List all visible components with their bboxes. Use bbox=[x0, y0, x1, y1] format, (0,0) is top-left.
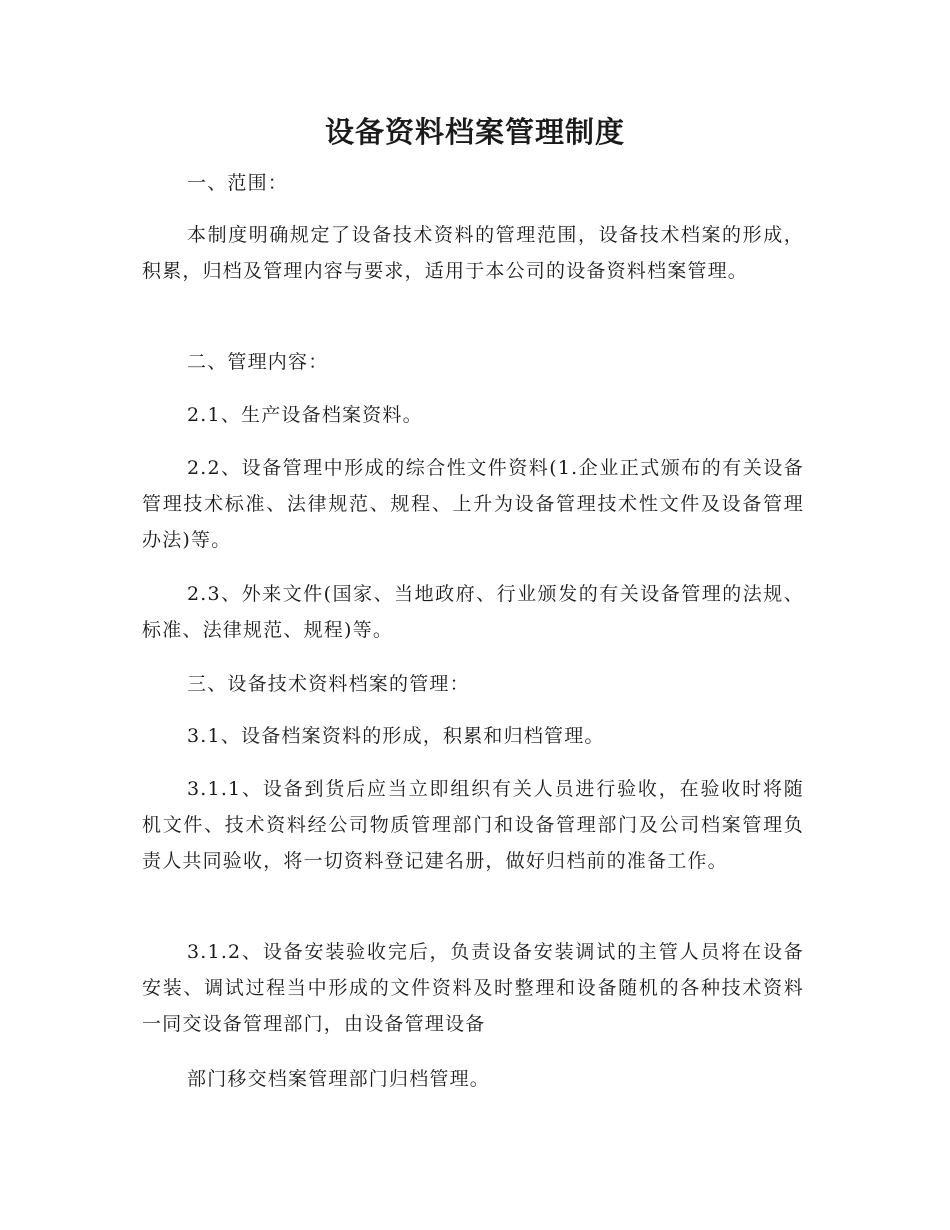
section-heading-content: 二、管理内容： bbox=[187, 351, 329, 373]
section-heading-management: 三、设备技术资料档案的管理： bbox=[187, 673, 470, 695]
paragraph-2-2: 2.2、设备管理中形成的综合性文件资料(1.企业正式颁布的有关设备管理技术标准、法律规范、规程、上升为设备管理技术性文件及设备管理办法)等。 bbox=[142, 457, 804, 551]
paragraph-2-1: 2.1、生产设备档案资料。 bbox=[187, 404, 423, 426]
paragraph-3-1-1: 3.1.1、设备到货后应当立即组织有关人员进行验收，在验收时将随机文件、技术资料经公司物质管理部门和设备管理部门及公司档案管理负责人共同验收，将一切资料登记建名册，做好归档前的准备工作。 bbox=[142, 778, 804, 872]
paragraph-2-3: 2.3、外来文件(国家、当地政府、行业颁发的有关设备管理的法规、标准、法律规范、规程)等。 bbox=[142, 583, 804, 641]
document-title: 设备资料档案管理制度 bbox=[324, 115, 625, 149]
paragraph-3-1-2: 3.1.2、设备安装验收完后，负责设备安装调试的主管人员将在设备安装、调试过程当中形成的文件资料及时整理和设备随机的各种技术资料一同交设备管理部门，由设备管理设备 bbox=[142, 941, 804, 1035]
paragraph-continuation: 部门移交档案管理部门归档管理。 bbox=[187, 1068, 491, 1090]
paragraph-scope-body: 本制度明确规定了设备技术资料的管理范围，设备技术档案的形成，积累，归档及管理内容与要求，适用于本公司的设备资料档案管理。 bbox=[142, 224, 804, 282]
section-heading-scope: 一、范围： bbox=[187, 172, 289, 194]
paragraph-3-1: 3.1、设备档案资料的形成，积累和归档管理。 bbox=[187, 725, 605, 747]
